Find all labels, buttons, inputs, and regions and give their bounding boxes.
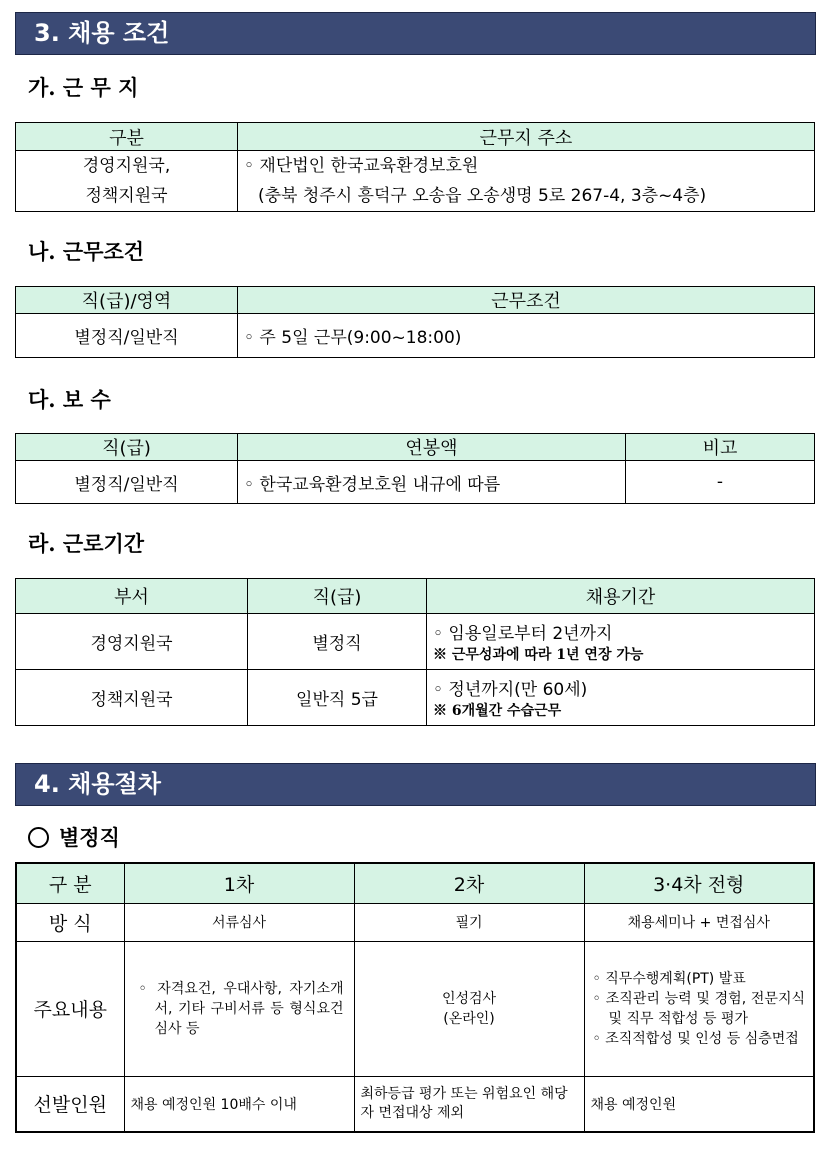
period-col-dept: 부서 [16, 579, 248, 614]
period-text: ◦ 정년까지(만 60세) [433, 680, 588, 700]
process-col-stage1: 1차 [124, 863, 354, 903]
list-item: ◦ 조직적합성 및 인성 등 심층면접 [592, 1030, 799, 1047]
method-stage34: 채용세미나 + 면접심사 [584, 903, 814, 941]
salary-col-amount: 연봉액 [238, 434, 626, 461]
table-row [16, 670, 815, 726]
workplace-address-line2: (충북 청주시 흥덕구 오송읍 오송생명 5로 267-4, 3층~4층) [258, 186, 707, 206]
content-stage2-line1: 인성검사 [441, 990, 497, 1007]
salary-row-label: 별정직/일반직 [16, 461, 238, 504]
employment-period-heading: 라. 근로기간 [28, 531, 145, 556]
period-cell [427, 614, 815, 670]
process-col-stage2: 2차 [354, 863, 584, 903]
workplace-col-address: 근무지 주소 [238, 123, 815, 151]
process-col-stage34: 3·4차 전형 [584, 863, 814, 903]
circle-icon [28, 827, 49, 848]
selection-stage34: 채용 예정인원 [584, 1076, 814, 1132]
workplace-table [15, 122, 815, 212]
content-stage34-list [593, 969, 806, 1049]
special-position-heading [28, 822, 120, 852]
salary-row-note: - [626, 461, 815, 504]
workplace-dept-line2: 정책지원국 [85, 186, 168, 206]
content-stage2 [354, 941, 584, 1076]
period-cell [427, 670, 815, 726]
special-position-label: 별정직 [59, 825, 120, 850]
conditions-col-grade: 직(급)/영역 [16, 287, 238, 314]
conditions-row-label: 별정직/일반직 [16, 314, 238, 358]
section-3-title: 3. 채용 조건 [15, 12, 816, 55]
process-col-division: 구 분 [16, 863, 124, 903]
salary-col-grade: 직(급) [16, 434, 238, 461]
list-item: ◦ 직무수행계획(PT) 발표 [592, 970, 746, 987]
period-text: ◦ 임용일로부터 2년까지 [433, 624, 613, 644]
selection-stage2: 최하등급 평가 또는 위험요인 해당자 면접대상 제외 [354, 1076, 584, 1132]
salary-col-remarks: 비고 [626, 434, 815, 461]
workplace-col-division: 구분 [16, 123, 238, 151]
workplace-address-cell [238, 151, 815, 212]
period-dept: 경영지원국 [16, 614, 248, 670]
workplace-address-line1: ◦ 재단법인 한국교육환경보호원 [244, 156, 479, 176]
workplace-dept-cell [16, 151, 238, 212]
content-stage2-line2: (온라인) [443, 1010, 495, 1027]
recruitment-process-table [15, 862, 815, 1133]
salary-row-value: ◦ 한국교육환경보호원 내규에 따름 [238, 461, 626, 504]
conditions-col-conditions: 근무조건 [238, 287, 815, 314]
work-conditions-heading: 나. 근무조건 [28, 239, 145, 264]
content-stage34 [584, 941, 814, 1076]
selection-stage1: 채용 예정인원 10배수 이내 [124, 1076, 354, 1132]
period-note: ※ 근무성과에 따라 1년 연장 가능 [433, 647, 644, 663]
period-note: ※ 6개월간 수습근무 [433, 703, 562, 719]
method-label: 방 식 [16, 903, 124, 941]
workplace-heading: 가. 근 무 지 [28, 75, 139, 100]
table-row [16, 614, 815, 670]
content-stage1 [124, 941, 354, 1076]
method-stage2: 필기 [354, 903, 584, 941]
period-col-period: 채용기간 [427, 579, 815, 614]
list-item: ◦ 조직관리 능력 및 경험, 전문지식 및 직무 적합성 등 평가 [592, 990, 805, 1027]
period-col-grade: 직(급) [248, 579, 427, 614]
period-dept: 정책지원국 [16, 670, 248, 726]
workplace-dept-line1: 경영지원국, [82, 156, 171, 176]
period-grade: 별정직 [248, 614, 427, 670]
method-stage1: 서류심사 [124, 903, 354, 941]
period-grade: 일반직 5급 [248, 670, 427, 726]
salary-table [15, 433, 815, 504]
work-conditions-table [15, 286, 815, 358]
content-stage1-text: ◦ 자격요건, 우대사항, 자기소개서, 기타 구비서류 등 형식요건 심사 등 [138, 980, 344, 1037]
conditions-row-value: ◦ 주 5일 근무(9:00~18:00) [238, 314, 815, 358]
salary-heading: 다. 보 수 [28, 387, 111, 412]
section-4-title: 4. 채용절차 [15, 763, 816, 806]
content-label: 주요내용 [16, 941, 124, 1076]
employment-period-table [15, 578, 815, 726]
selection-label: 선발인원 [16, 1076, 124, 1132]
